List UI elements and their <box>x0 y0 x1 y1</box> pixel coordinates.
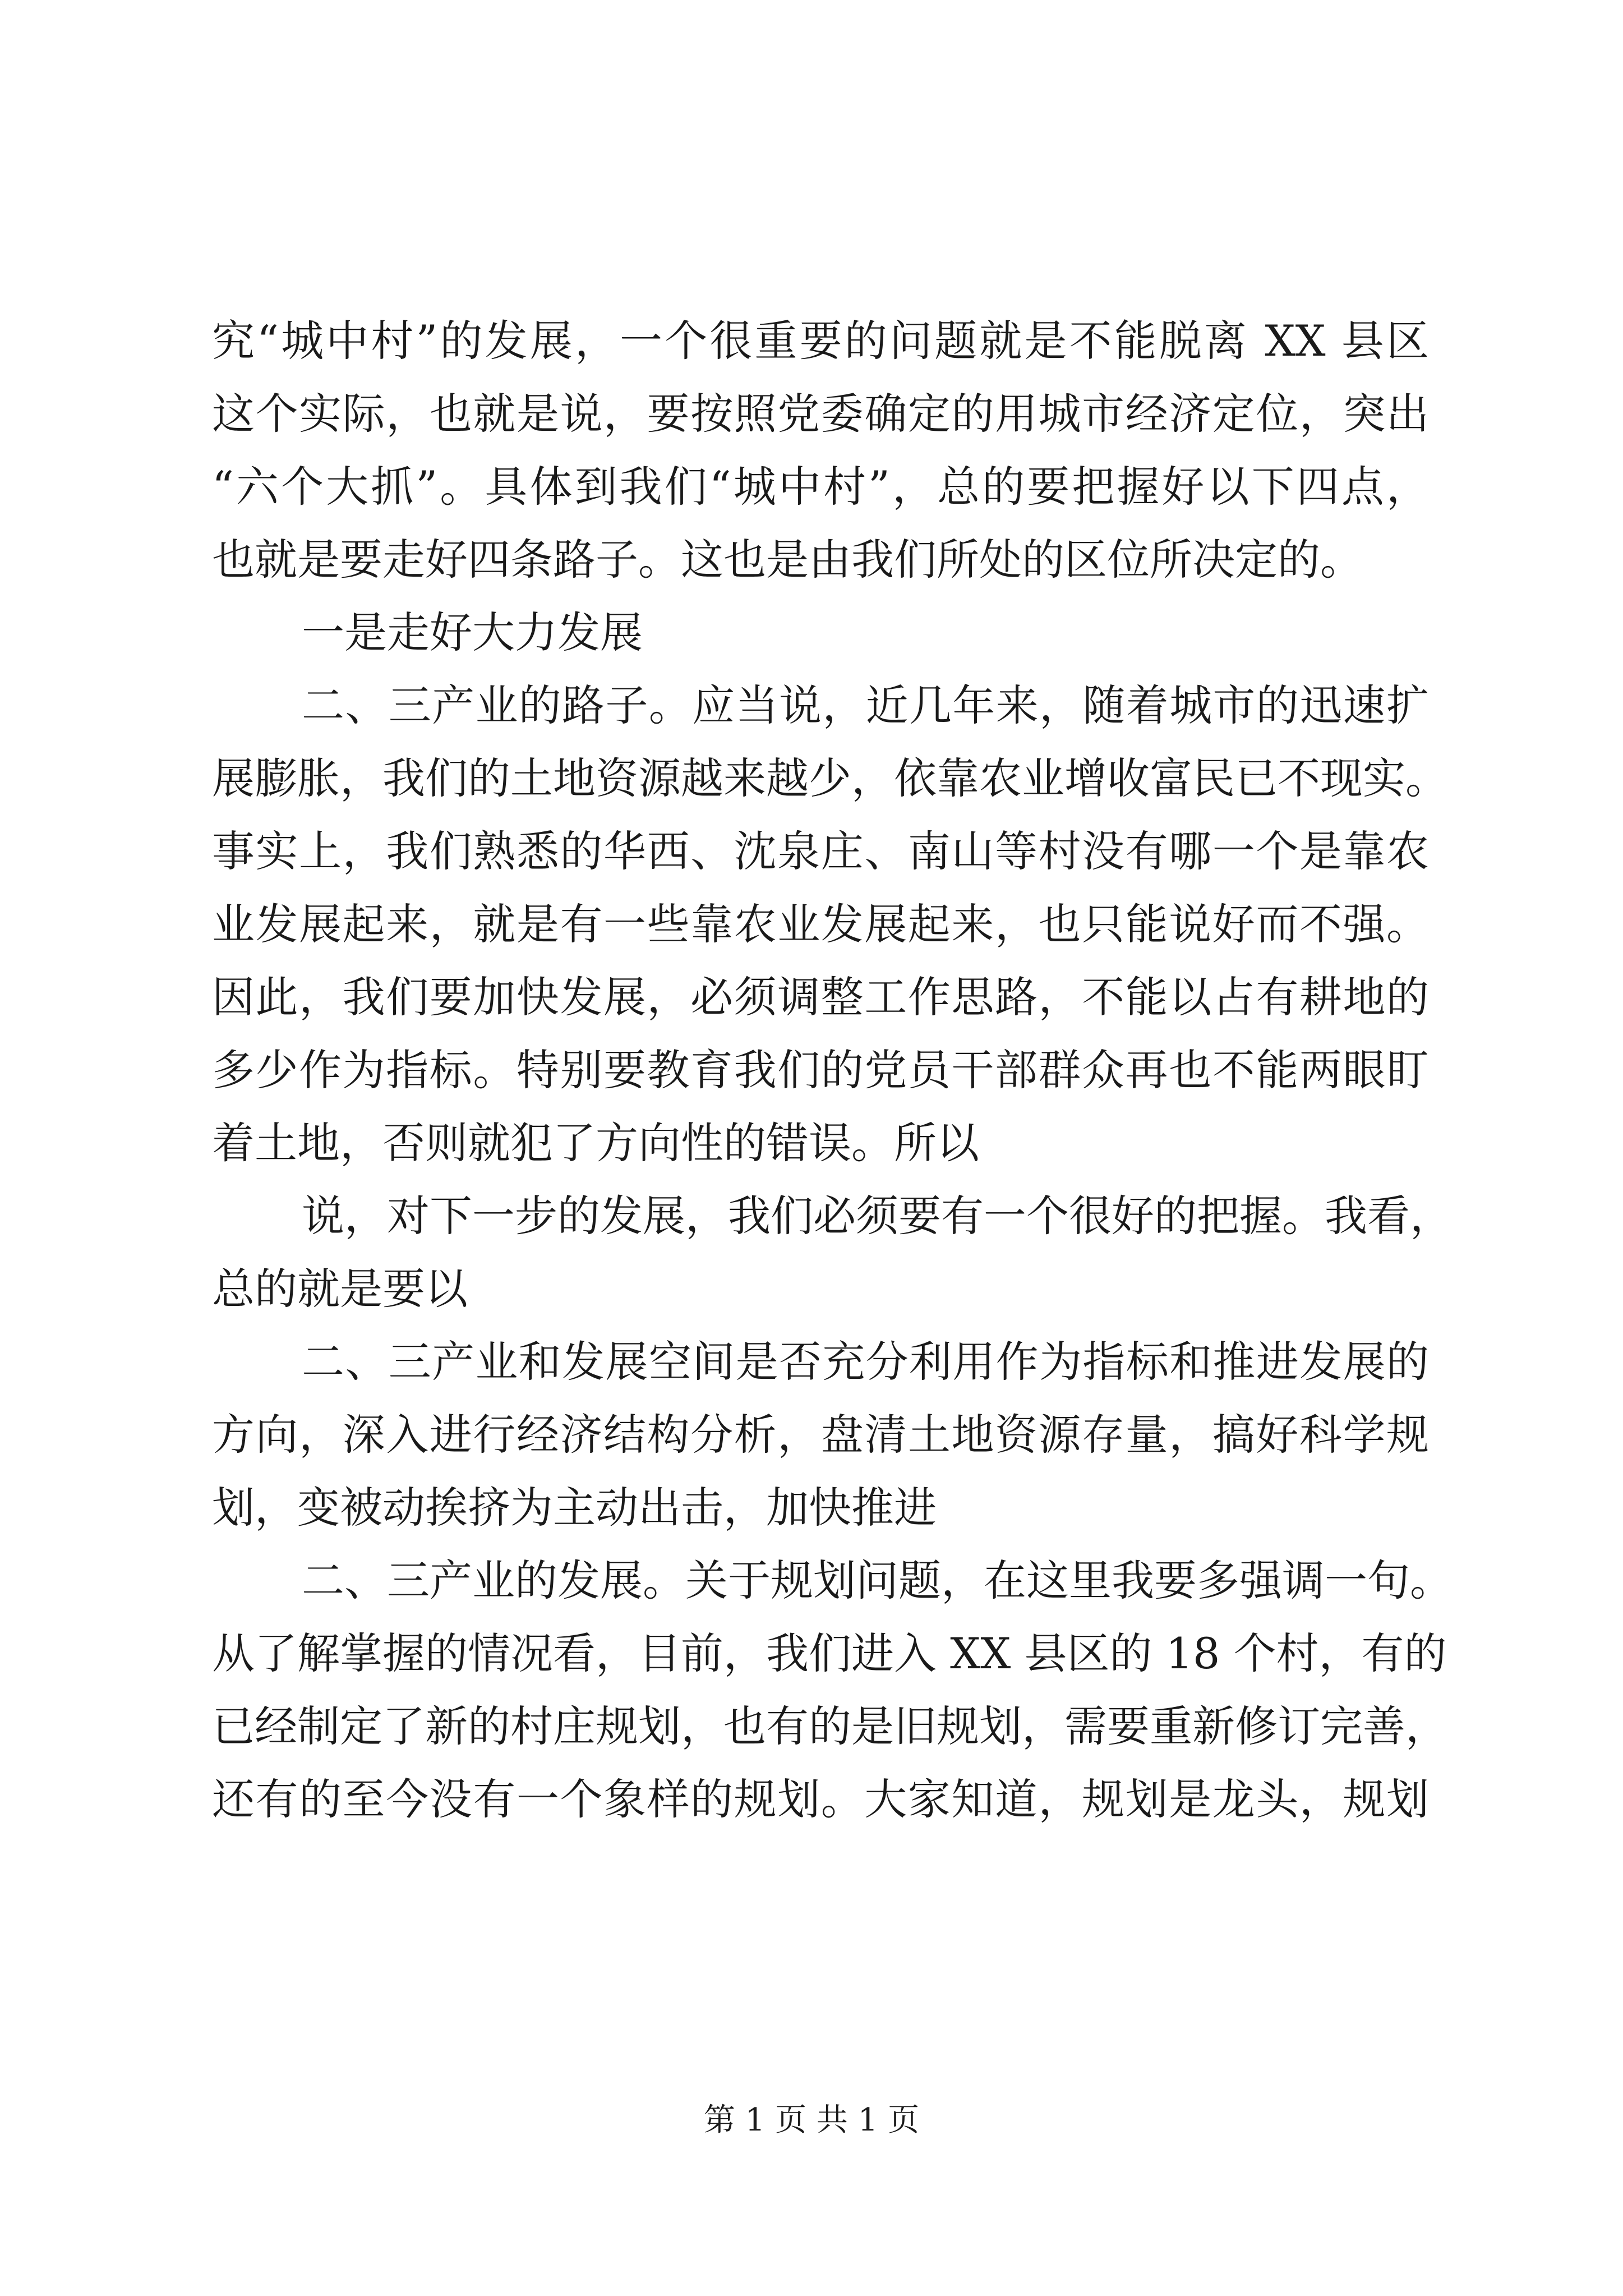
body-text-line: 二、三产业和发展空间是否充分利用作为指标和推进发展的 <box>302 1337 1429 1387</box>
page-footer: 第 1 页 共 1 页 <box>703 2102 920 2138</box>
body-text-line: 总的就是要以 <box>212 1264 468 1314</box>
body-text-line: 事实上，我们熟悉的华西、沈泉庄、南山等村没有哪一个是靠农 <box>212 826 1429 876</box>
body-text-line: 多少作为指标。特别要教育我们的党员干部群众再也不能两眼盯 <box>212 1045 1429 1095</box>
body-text-line: “六个大抓”。具体到我们“城中村”，总的要把握好以下四点， <box>212 462 1429 512</box>
body-text-line: 着土地，否则就犯了方向性的错误。所以 <box>212 1118 979 1168</box>
body-text-line: 因此，我们要加快发展，必须调整工作思路，不能以占有耕地的 <box>212 972 1429 1022</box>
body-text-line: 说，对下一步的发展，我们必须要有一个很好的把握。我看， <box>302 1191 1453 1241</box>
body-text-line: 也就是要走好四条路子。这也是由我们所处的区位所决定的。 <box>212 535 1363 585</box>
body-text-line: 从了解掌握的情况看，目前，我们进入 XX 县区的 18 个村，有的 <box>212 1628 1447 1678</box>
body-text-line: 二、三产业的路子。应当说，近几年来，随着城市的迅速扩 <box>302 680 1429 730</box>
body-text-line: 一是走好大力发展 <box>302 608 643 657</box>
body-text-line: 这个实际，也就是说，要按照党委确定的用城市经济定位，突出 <box>212 389 1429 439</box>
body-text-line: 划，变被动挨挤为主动出击，加快推进 <box>212 1483 937 1533</box>
body-text-line: 二、三产业的发展。关于规划问题，在这里我要多强调一句。 <box>302 1556 1453 1605</box>
body-text-line: 究“城中村”的发展，一个很重要的问题就是不能脱离 XX 县区 <box>212 316 1429 366</box>
body-text-line: 方向，深入进行经济结构分析，盘清土地资源存量，搞好科学规 <box>212 1410 1429 1460</box>
body-text-line: 业发展起来，就是有一些靠农业发展起来，也只能说好而不强。 <box>212 899 1429 949</box>
body-text-line: 展膨胀，我们的土地资源越来越少，依靠农业增收富民已不现实。 <box>212 753 1448 803</box>
body-text-line: 已经制定了新的村庄规划，也有的是旧规划，需要重新修订完善， <box>212 1701 1448 1751</box>
body-text-line: 还有的至今没有一个象样的规划。大家知道，规划是龙头，规划 <box>212 1774 1429 1824</box>
